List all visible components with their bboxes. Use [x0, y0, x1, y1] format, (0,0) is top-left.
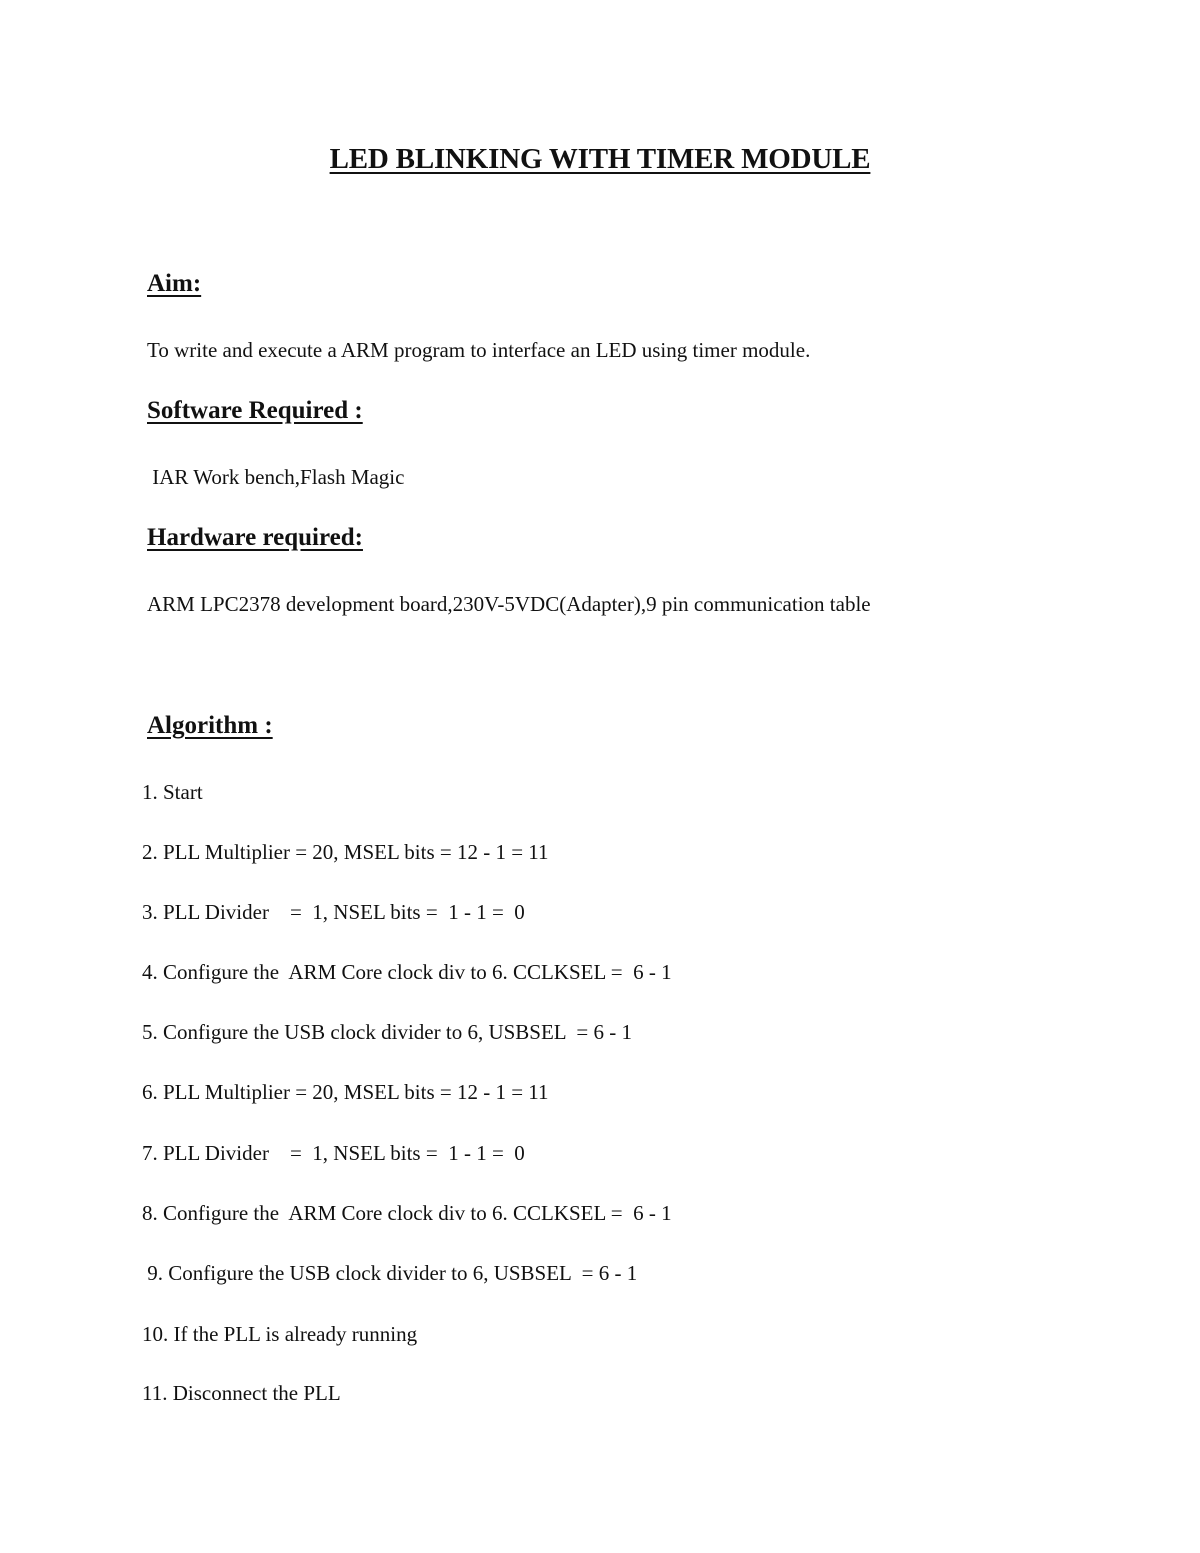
algorithm-step: 3. PLL Divider = 1, NSEL bits = 1 - 1 = 0: [142, 900, 525, 924]
aim-text: To write and execute a ARM program to interface an LED using timer module.: [147, 338, 811, 362]
software-text: IAR Work bench,Flash Magic: [147, 465, 405, 489]
software-heading: Software Required :: [147, 397, 363, 424]
algorithm-heading: Algorithm :: [147, 712, 273, 739]
algorithm-step: 7. PLL Divider = 1, NSEL bits = 1 - 1 = 0: [142, 1141, 525, 1165]
algorithm-step: 2. PLL Multiplier = 20, MSEL bits = 12 - 1 = 11: [142, 840, 549, 864]
page-title: LED BLINKING WITH TIMER MODULE: [329, 143, 871, 175]
hardware-heading: Hardware required:: [147, 524, 363, 551]
aim-heading: Aim:: [147, 270, 202, 297]
algorithm-step: 10. If the PLL is already running: [142, 1322, 418, 1346]
algorithm-step: 6. PLL Multiplier = 20, MSEL bits = 12 - 1 = 11: [142, 1080, 549, 1104]
algorithm-step: 11. Disconnect the PLL: [142, 1381, 341, 1405]
algorithm-step: 5. Configure the USB clock divider to 6, USBSEL = 6 - 1: [142, 1020, 632, 1044]
hardware-text: ARM LPC2378 development board,230V-5VDC(Adapter),9 pin communication table: [147, 592, 871, 616]
algorithm-step: 1. Start: [142, 780, 203, 804]
algorithm-step: 4. Configure the ARM Core clock div to 6. CCLKSEL = 6 - 1: [142, 960, 672, 984]
algorithm-step: 9. Configure the USB clock divider to 6, USBSEL = 6 - 1: [142, 1261, 638, 1285]
algorithm-step: 8. Configure the ARM Core clock div to 6. CCLKSEL = 6 - 1: [142, 1201, 672, 1225]
